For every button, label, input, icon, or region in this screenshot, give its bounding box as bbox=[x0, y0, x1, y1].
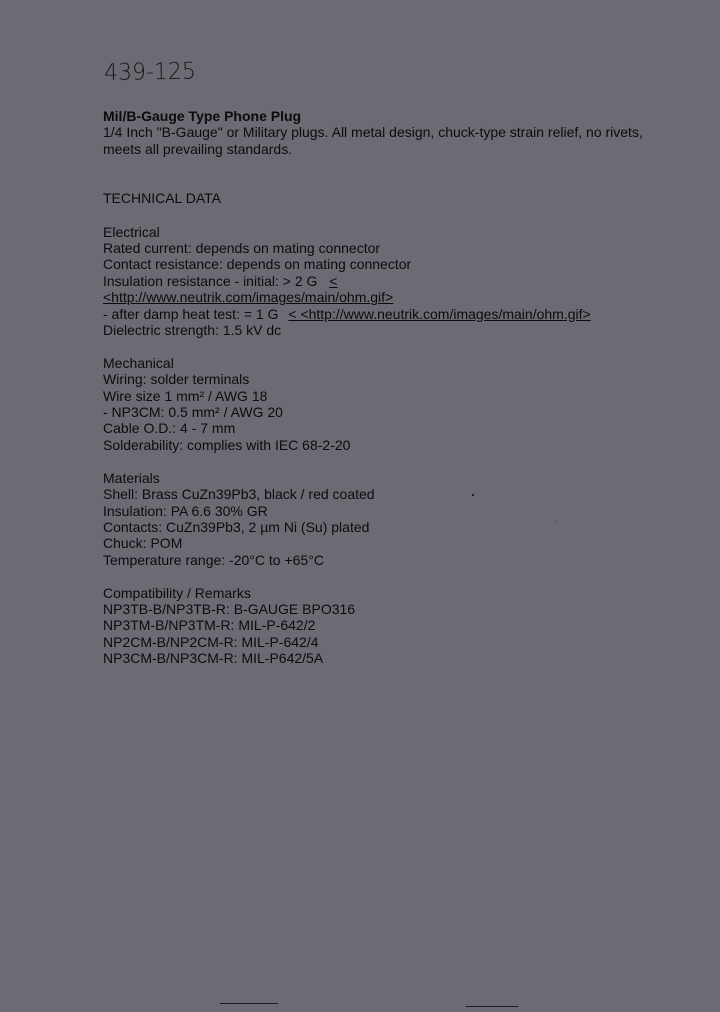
insulation-initial-link[interactable]: <http://www.neutrik.com/images/main/ohm.gif> bbox=[103, 289, 394, 306]
cable-od: Cable O.D.: 4 - 7 mm bbox=[103, 420, 236, 437]
compatibility-section bbox=[103, 585, 693, 667]
damp-heat-text: - after damp heat test: = 1 G bbox=[103, 305, 279, 322]
scan-speck bbox=[472, 494, 474, 496]
scan-speck bbox=[556, 521, 557, 522]
scan-edge-mark bbox=[466, 1006, 518, 1007]
insulation-material: Insulation: PA 6.6 30% GR bbox=[103, 502, 268, 519]
damp-heat-link[interactable]: < <http://www.neutrik.com/images/main/ohm.gif> bbox=[288, 305, 591, 322]
product-description: 1/4 Inch "B-Gauge" or Military plugs. All metal design, chuck-type strain relief, no rivets, meets all prevailing standards. bbox=[103, 124, 643, 157]
scan-edge-mark bbox=[220, 1003, 278, 1004]
compatibility-item: NP3TB-B/NP3TB-R: B-GAUGE BPO316 bbox=[103, 600, 356, 617]
product-title: Mil/B-Gauge Type Phone Plug bbox=[103, 108, 302, 124]
mechanical-heading: Mechanical bbox=[103, 354, 174, 371]
solderability: Solderability: complies with IEC 68-2-20 bbox=[103, 436, 351, 453]
chuck-material: Chuck: POM bbox=[103, 535, 183, 552]
compatibility-item: NP3TM-B/NP3TM-R: MIL-P-642/2 bbox=[103, 617, 316, 634]
np3cm-wire-size: - NP3CM: 0.5 mm² / AWG 20 bbox=[103, 404, 283, 421]
insulation-initial-row bbox=[103, 273, 693, 289]
contacts-material: Contacts: CuZn39Pb3, 2 µm Ni (Su) plated bbox=[103, 518, 370, 535]
electrical-section bbox=[103, 224, 693, 339]
technical-data-heading: TECHNICAL DATA bbox=[103, 190, 221, 207]
wiring: Wiring: solder terminals bbox=[103, 371, 250, 388]
rated-current: Rated current: depends on mating connector bbox=[103, 240, 381, 257]
materials-section bbox=[103, 470, 693, 568]
mechanical-section bbox=[103, 355, 693, 453]
handwritten-part-number: 439-125 bbox=[103, 58, 197, 87]
contact-resistance: Contact resistance: depends on mating connector bbox=[103, 256, 412, 273]
insulation-link-open[interactable]: < bbox=[329, 272, 338, 289]
electrical-heading: Electrical bbox=[103, 223, 160, 240]
wire-size: Wire size 1 mm² / AWG 18 bbox=[103, 387, 268, 404]
materials-heading: Materials bbox=[103, 469, 160, 486]
dielectric-strength: Dielectric strength: 1.5 kV dc bbox=[103, 322, 282, 339]
temperature-range: Temperature range: -20°C to +65°C bbox=[103, 551, 324, 568]
compatibility-item: NP2CM-B/NP2CM-R: MIL-P-642/4 bbox=[103, 633, 319, 650]
shell-material: Shell: Brass CuZn39Pb3, black / red coated bbox=[103, 486, 375, 503]
compatibility-heading: Compatibility / Remarks bbox=[103, 584, 251, 601]
insulation-initial: Insulation resistance - initial: > 2 G bbox=[103, 272, 318, 289]
damp-heat-row bbox=[103, 306, 693, 322]
document-body bbox=[103, 108, 693, 683]
compatibility-item: NP3CM-B/NP3CM-R: MIL-P642/5A bbox=[103, 650, 324, 667]
